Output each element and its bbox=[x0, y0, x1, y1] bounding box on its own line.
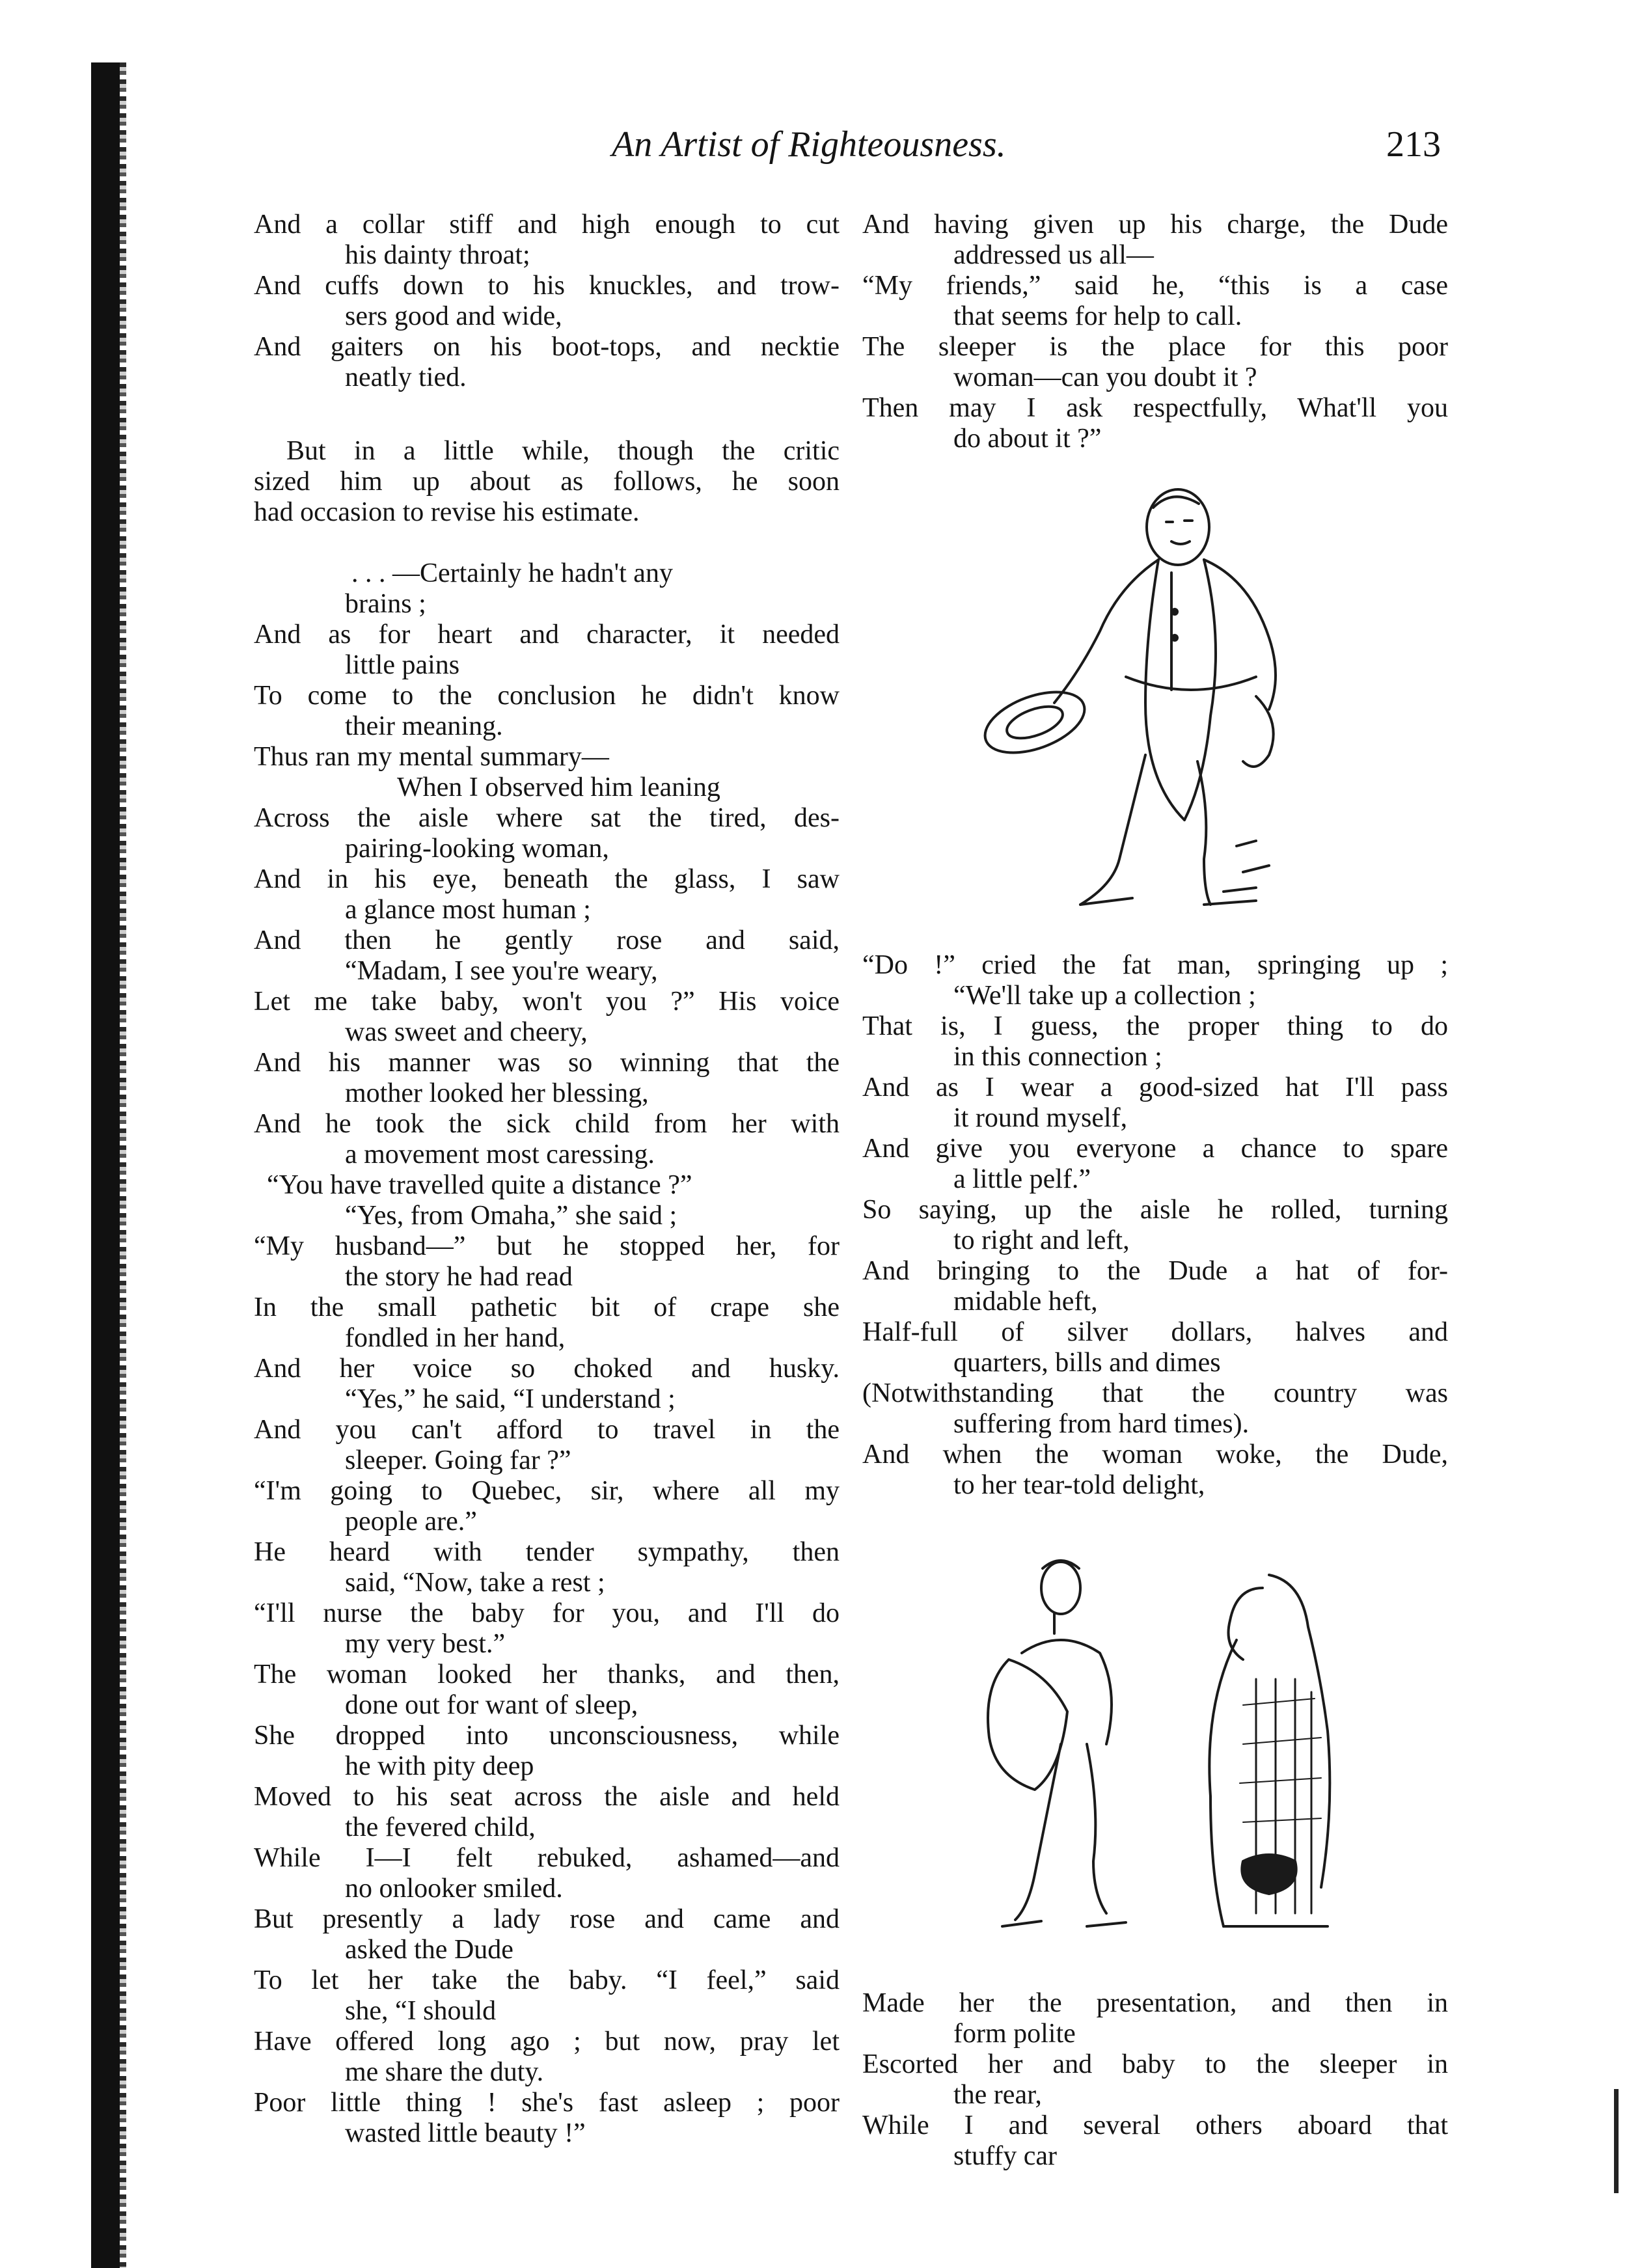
page-edge-mark bbox=[1614, 2089, 1619, 2193]
verse-line: neatly tied. bbox=[345, 362, 467, 392]
verse-line: stuffy car bbox=[953, 2141, 1057, 2171]
verse-line: And as I wear a good-sized hat I'll pass bbox=[862, 1073, 1448, 1102]
verse-line: form polite bbox=[953, 2019, 1076, 2049]
prose-line: sized him up about as follows, he soon bbox=[254, 467, 840, 497]
verse-line: When I observed him leaning bbox=[397, 772, 720, 802]
book-gutter-edge bbox=[120, 62, 126, 2268]
verse-line: And having given up his charge, the Dude bbox=[862, 210, 1448, 239]
verse-line: little pains bbox=[345, 650, 460, 680]
dude-and-woman-drawing bbox=[957, 1549, 1373, 1952]
book-spine-shadow bbox=[91, 62, 120, 2268]
left-column-verse-2 bbox=[254, 558, 840, 2149]
verse-line: Escorted her and baby to the sleeper in bbox=[862, 2049, 1448, 2079]
verse-line: And cuffs down to his knuckles, and trow- bbox=[254, 271, 840, 301]
verse-line: To let her take the baby. “I feel,” said bbox=[254, 1965, 840, 1995]
verse-line: quarters, bills and dimes bbox=[953, 1348, 1221, 1378]
left-column-verse-1 bbox=[254, 210, 840, 393]
verse-line: . . . —Certainly he hadn't any bbox=[351, 558, 673, 588]
page-number: 213 bbox=[1386, 124, 1441, 165]
right-column-verse-2 bbox=[862, 950, 1448, 1501]
verse-line: a little pelf.” bbox=[953, 1164, 1091, 1194]
dude-and-woman-illustration bbox=[957, 1549, 1373, 1952]
verse-line: “Madam, I see you're weary, bbox=[345, 956, 658, 986]
verse-line: a movement most caressing. bbox=[345, 1140, 655, 1169]
right-column-verse-1 bbox=[862, 210, 1448, 454]
verse-line: that seems for help to call. bbox=[953, 301, 1242, 331]
verse-line: “I'm going to Quebec, sir, where all my bbox=[254, 1476, 840, 1506]
verse-line: In the small pathetic bit of crape she bbox=[254, 1292, 840, 1322]
verse-line: wasted little beauty !” bbox=[345, 2118, 586, 2148]
verse-line: my very best.” bbox=[345, 1629, 506, 1659]
verse-line: the story he had read bbox=[345, 1262, 573, 1292]
fat-man-with-hat-illustration bbox=[963, 482, 1328, 924]
verse-line: no onlooker smiled. bbox=[345, 1874, 563, 1904]
left-column-prose bbox=[254, 436, 840, 528]
verse-line: a glance most human ; bbox=[345, 895, 591, 925]
verse-line: the fevered child, bbox=[345, 1812, 536, 1842]
right-column-verse-3 bbox=[862, 1988, 1448, 2172]
verse-line: “My friends,” said he, “this is a case bbox=[862, 271, 1448, 301]
verse-line: the rear, bbox=[953, 2080, 1042, 2110]
verse-line: suffering from hard times). bbox=[953, 1409, 1250, 1439]
verse-line: fondled in her hand, bbox=[345, 1323, 566, 1353]
verse-line: addressed us all— bbox=[953, 240, 1154, 270]
verse-line: While I and several others aboard that bbox=[862, 2111, 1448, 2140]
verse-line: And then he gently rose and said, bbox=[254, 925, 840, 955]
verse-line: And when the woman woke, the Dude, bbox=[862, 1440, 1448, 1469]
verse-line: And gaiters on his boot-tops, and necktie bbox=[254, 332, 840, 362]
fat-man-drawing bbox=[963, 482, 1328, 924]
verse-line: Half-full of silver dollars, halves and bbox=[862, 1317, 1448, 1347]
verse-line: Have offered long ago ; but now, pray let bbox=[254, 2027, 840, 2056]
verse-line: That is, I guess, the proper thing to do bbox=[862, 1011, 1448, 1041]
verse-line: So saying, up the aisle he rolled, turning bbox=[862, 1195, 1448, 1225]
verse-line: do about it ?” bbox=[953, 424, 1102, 454]
verse-line: And a collar stiff and high enough to cut bbox=[254, 210, 840, 239]
verse-line: And bringing to the Dude a hat of for- bbox=[862, 1256, 1448, 1286]
verse-line: she, “I should bbox=[345, 1996, 497, 2026]
verse-line: Moved to his seat across the aisle and held bbox=[254, 1782, 840, 1812]
verse-line: people are.” bbox=[345, 1507, 477, 1537]
verse-line: their meaning. bbox=[345, 711, 503, 741]
verse-line: to right and left, bbox=[953, 1225, 1130, 1255]
verse-line: Poor little thing ! she's fast asleep ; poor bbox=[254, 2088, 840, 2118]
verse-line: “Yes, from Omaha,” she said ; bbox=[345, 1201, 677, 1231]
verse-line: mother looked her blessing, bbox=[345, 1078, 649, 1108]
verse-line: midable heft, bbox=[953, 1287, 1098, 1317]
prose-line: But in a little while, though the critic bbox=[286, 436, 840, 466]
verse-line: done out for want of sleep, bbox=[345, 1690, 638, 1720]
verse-line: his dainty throat; bbox=[345, 240, 530, 270]
verse-line: And his manner was so winning that the bbox=[254, 1048, 840, 1078]
verse-line: brains ; bbox=[345, 589, 426, 619]
verse-line: was sweet and cheery, bbox=[345, 1017, 588, 1047]
verse-line: he with pity deep bbox=[345, 1751, 534, 1781]
verse-line: And her voice so choked and husky. bbox=[254, 1354, 840, 1384]
verse-line: it round myself, bbox=[953, 1103, 1128, 1133]
verse-line: Across the aisle where sat the tired, des- bbox=[254, 803, 840, 833]
page-header bbox=[0, 124, 1627, 176]
verse-line: While I—I felt rebuked, ashamed—and bbox=[254, 1843, 840, 1873]
verse-line: To come to the conclusion he didn't know bbox=[254, 681, 840, 711]
verse-line: He heard with tender sympathy, then bbox=[254, 1537, 840, 1567]
verse-line: And in his eye, beneath the glass, I saw bbox=[254, 864, 840, 894]
verse-line: in this connection ; bbox=[953, 1042, 1162, 1072]
verse-line: And he took the sick child from her with bbox=[254, 1109, 840, 1139]
verse-line: asked the Dude bbox=[345, 1935, 513, 1965]
running-title: An Artist of Righteousness. bbox=[612, 124, 1006, 165]
verse-line: said, “Now, take a rest ; bbox=[345, 1568, 605, 1598]
verse-line: “I'll nurse the baby for you, and I'll do bbox=[254, 1598, 840, 1628]
verse-line: The woman looked her thanks, and then, bbox=[254, 1660, 840, 1689]
verse-line: to her tear-told delight, bbox=[953, 1470, 1205, 1500]
verse-line: “Yes,” he said, “I understand ; bbox=[345, 1384, 676, 1414]
verse-line: And as for heart and character, it needed bbox=[254, 620, 840, 649]
verse-line: The sleeper is the place for this poor bbox=[862, 332, 1448, 362]
verse-line: me share the duty. bbox=[345, 2057, 544, 2087]
verse-line: Thus ran my mental summary— bbox=[254, 742, 609, 772]
verse-line: (Notwithstanding that the country was bbox=[862, 1378, 1448, 1408]
prose-line: had occasion to revise his estimate. bbox=[254, 497, 640, 527]
verse-line: sleeper. Going far ?” bbox=[345, 1445, 571, 1475]
verse-line: But presently a lady rose and came and bbox=[254, 1904, 840, 1934]
verse-line: “You have travelled quite a distance ?” bbox=[267, 1170, 692, 1200]
verse-line: Made her the presentation, and then in bbox=[862, 1988, 1448, 2018]
verse-line: And give you everyone a chance to spare bbox=[862, 1134, 1448, 1164]
verse-line: Let me take baby, won't you ?” His voice bbox=[254, 987, 840, 1017]
verse-line: pairing-looking woman, bbox=[345, 834, 609, 864]
verse-line: She dropped into unconsciousness, while bbox=[254, 1721, 840, 1751]
verse-line: “Do !” cried the fat man, springing up ; bbox=[862, 950, 1448, 980]
verse-line: And you can't afford to travel in the bbox=[254, 1415, 840, 1445]
verse-line: Then may I ask respectfully, What'll you bbox=[862, 393, 1448, 423]
verse-line: “We'll take up a collection ; bbox=[953, 981, 1256, 1011]
verse-line: woman—can you doubt it ? bbox=[953, 362, 1257, 392]
verse-line: “My husband—” but he stopped her, for bbox=[254, 1231, 840, 1261]
verse-line: sers good and wide, bbox=[345, 301, 562, 331]
